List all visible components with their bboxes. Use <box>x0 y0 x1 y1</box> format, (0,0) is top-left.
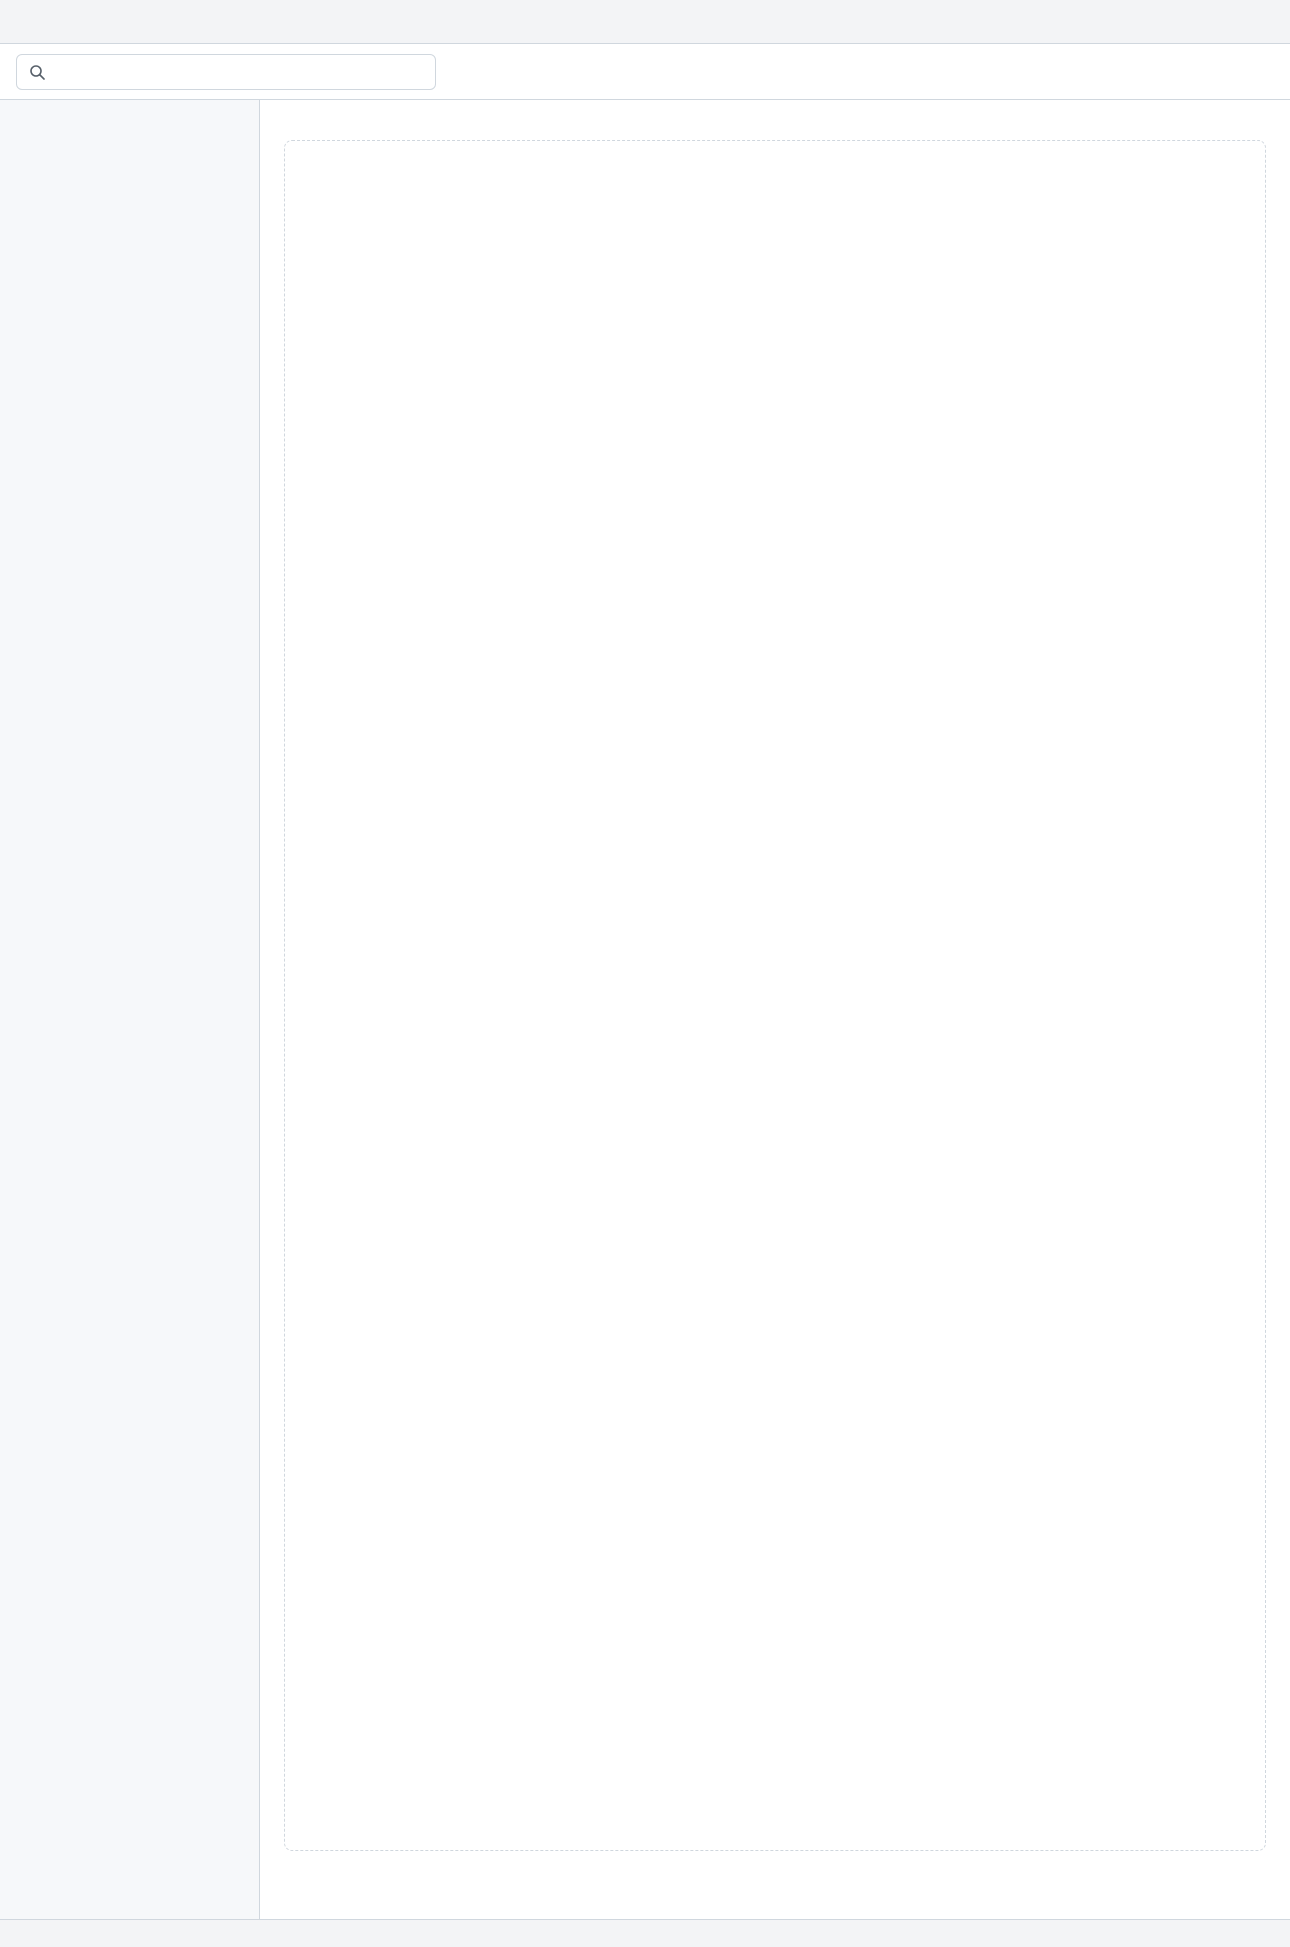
title-bar <box>0 0 1290 44</box>
search-box[interactable] <box>16 54 436 90</box>
sidebar <box>0 100 260 1919</box>
body <box>0 100 1290 1919</box>
header <box>0 44 1290 100</box>
main-content <box>260 100 1290 1919</box>
search-input[interactable] <box>55 63 425 81</box>
status-bar <box>0 1919 1290 1947</box>
search-icon <box>27 62 47 82</box>
content-area <box>284 140 1266 1851</box>
